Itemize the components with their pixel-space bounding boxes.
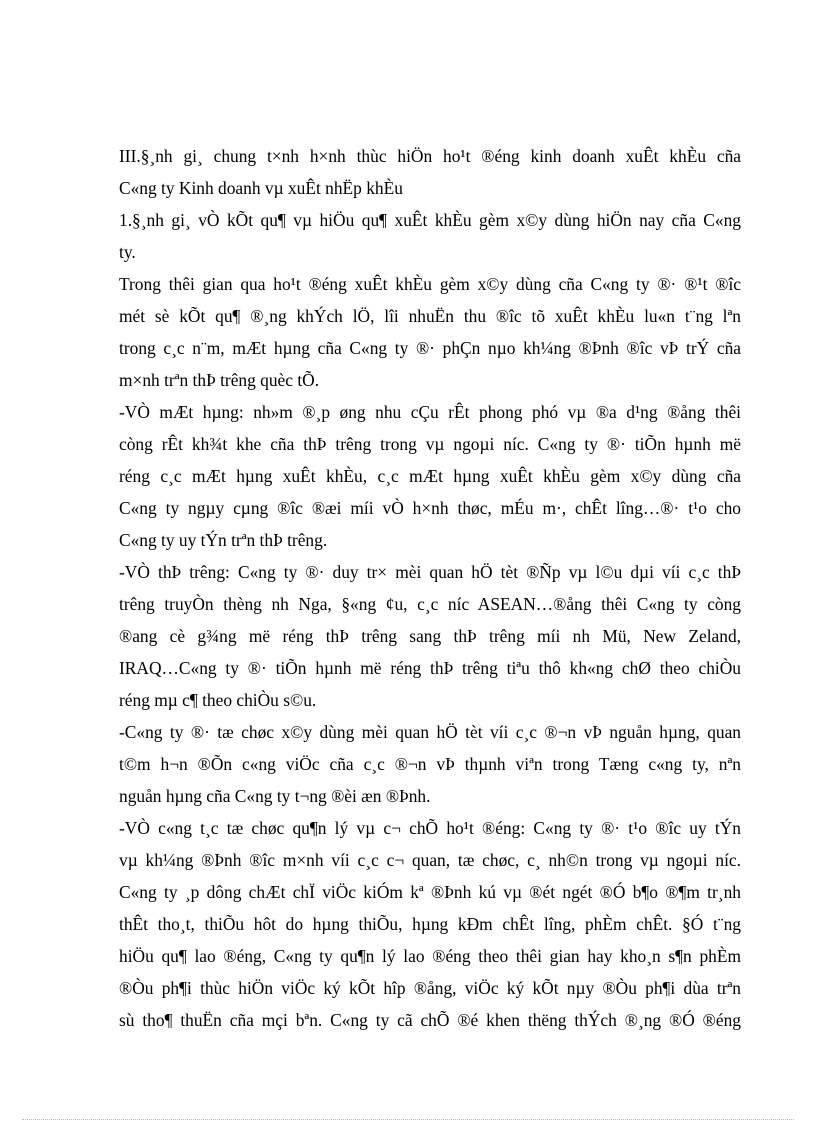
subheading-line: ty. <box>119 242 136 262</box>
text-line: -VÒ mÆt hµng: nh»m ®¸p øng nhu cÇu rÊt phong phó vµ ®a d¹ng ®ång thêi <box>119 402 741 422</box>
text-line: thÊt tho¸t, thiÕu hôt do hµng thiÕu, hµng kÐm chÊt lîng, phÈm chÊt. §Ó t¨ng <box>119 914 741 934</box>
text-line: -C«ng ty ®· tæ chøc x©y dùng mèi quan hÖ tèt víi c¸c ®¬n vÞ nguån hµng, quan <box>119 722 741 742</box>
text-line: trêng truyÒn thèng nh Nga, §«ng ¢u, c¸c níc ASEAN…®ång thêi C«ng ty còng <box>119 594 741 614</box>
text-line: Trong thêi gian qua ho¹t ®éng xuÊt khÈu gèm x©y dùng cña C«ng ty ®· ®¹t ®îc <box>119 274 741 294</box>
text-line: vµ kh¼ng ®Þnh ®îc m×nh víi c¸c c¬ quan, tæ chøc, c¸ nh©n trong vµ ngoµi níc. <box>119 850 741 870</box>
text-line: C«ng ty uy tÝn trªn thÞ trêng. <box>119 530 328 550</box>
text-line: -VÒ thÞ trêng: C«ng ty ®· duy tr× mèi quan hÖ tèt ®Ñp vµ l©u dµi víi c¸c thÞ <box>119 562 741 582</box>
text-line: ®Òu ph¶i thùc hiÖn viÖc ký kÕt hîp ®ång, viÖc ký kÕt nµy ®Òu ph¶i dùa trªn <box>119 978 741 998</box>
text-line: réng mµ c¶ theo chiÒu s©u. <box>119 690 317 710</box>
text-line: C«ng ty ngµy cµng ®îc ®æi míi vÒ h×nh thøc, mÉu m·, chÊt lîng…®· t¹o cho <box>119 498 741 518</box>
text-line: ®ang cè g¾ng më réng thÞ trêng sang thÞ trêng míi nh Mü, New Zeland, <box>119 626 741 646</box>
heading-line: III.§¸nh gi¸ chung t×nh h×nh thùc hiÖn ho¹t ®éng kinh doanh xuÊt khÈu cña <box>119 146 741 166</box>
text-line: trong c¸c n¨m, mÆt hµng cña C«ng ty ®· phÇn nµo kh¼ng ®Þnh ®îc vÞ trÝ cña <box>119 338 741 358</box>
text-line: réng c¸c mÆt hµng xuÊt khÈu, c¸c mÆt hµng xuÊt khÈu gèm x©y dùng cña <box>119 466 741 486</box>
text-line: t©m h¬n ®Õn c«ng viÖc cña c¸c ®¬n vÞ thµnh viªn trong Tæng c«ng ty, nªn <box>119 754 741 774</box>
heading-line: C«ng ty Kinh doanh vµ xuÊt nhËp khÈu <box>119 178 403 198</box>
text-line: m×nh trªn thÞ trêng quèc tÕ. <box>119 370 320 390</box>
text-line: C«ng ty ¸p dông chÆt chÏ viÖc kiÓm kª ®Þnh kú vµ ®ét ngét ®Ó b¶o ®¶m tr¸nh <box>119 882 741 902</box>
text-line: IRAQ…C«ng ty ®· tiÕn hµnh më réng thÞ trêng tiªu thô kh«ng chØ theo chiÒu <box>119 658 741 678</box>
text-line: nguån hµng cña C«ng ty t¬ng ®èi æn ®Þnh. <box>119 786 431 806</box>
text-line: mét sè kÕt qu¶ ®¸ng khÝch lÖ, lîi nhuËn thu ®îc tõ xuÊt khÈu lu«n t¨ng lªn <box>119 306 741 326</box>
text-line: sù tho¶ thuËn cña mçi bªn. C«ng ty cã chÕ ®é khen thëng thÝch ®¸ng ®Ó ®éng <box>119 1010 741 1030</box>
document-body <box>119 140 741 1036</box>
text-line: còng rÊt kh¾t khe cña thÞ trêng trong vµ ngoµi níc. C«ng ty ®· tiÕn hµnh më <box>119 434 741 454</box>
page-footer-divider <box>22 1119 794 1120</box>
text-line: -VÒ c«ng t¸c tæ chøc qu¶n lý vµ c¬ chÕ ho¹t ®éng: C«ng ty ®· t¹o ®îc uy tÝn <box>119 818 741 838</box>
subheading-line: 1.§¸nh gi¸ vÒ kÕt qu¶ vµ hiÖu qu¶ xuÊt khÈu gèm x©y dùng hiÖn nay cña C«ng <box>119 210 741 230</box>
text-line: hiÖu qu¶ lao ®éng, C«ng ty qu¶n lý lao ®éng theo thêi gian hay kho¸n s¶n phÈm <box>119 946 741 966</box>
